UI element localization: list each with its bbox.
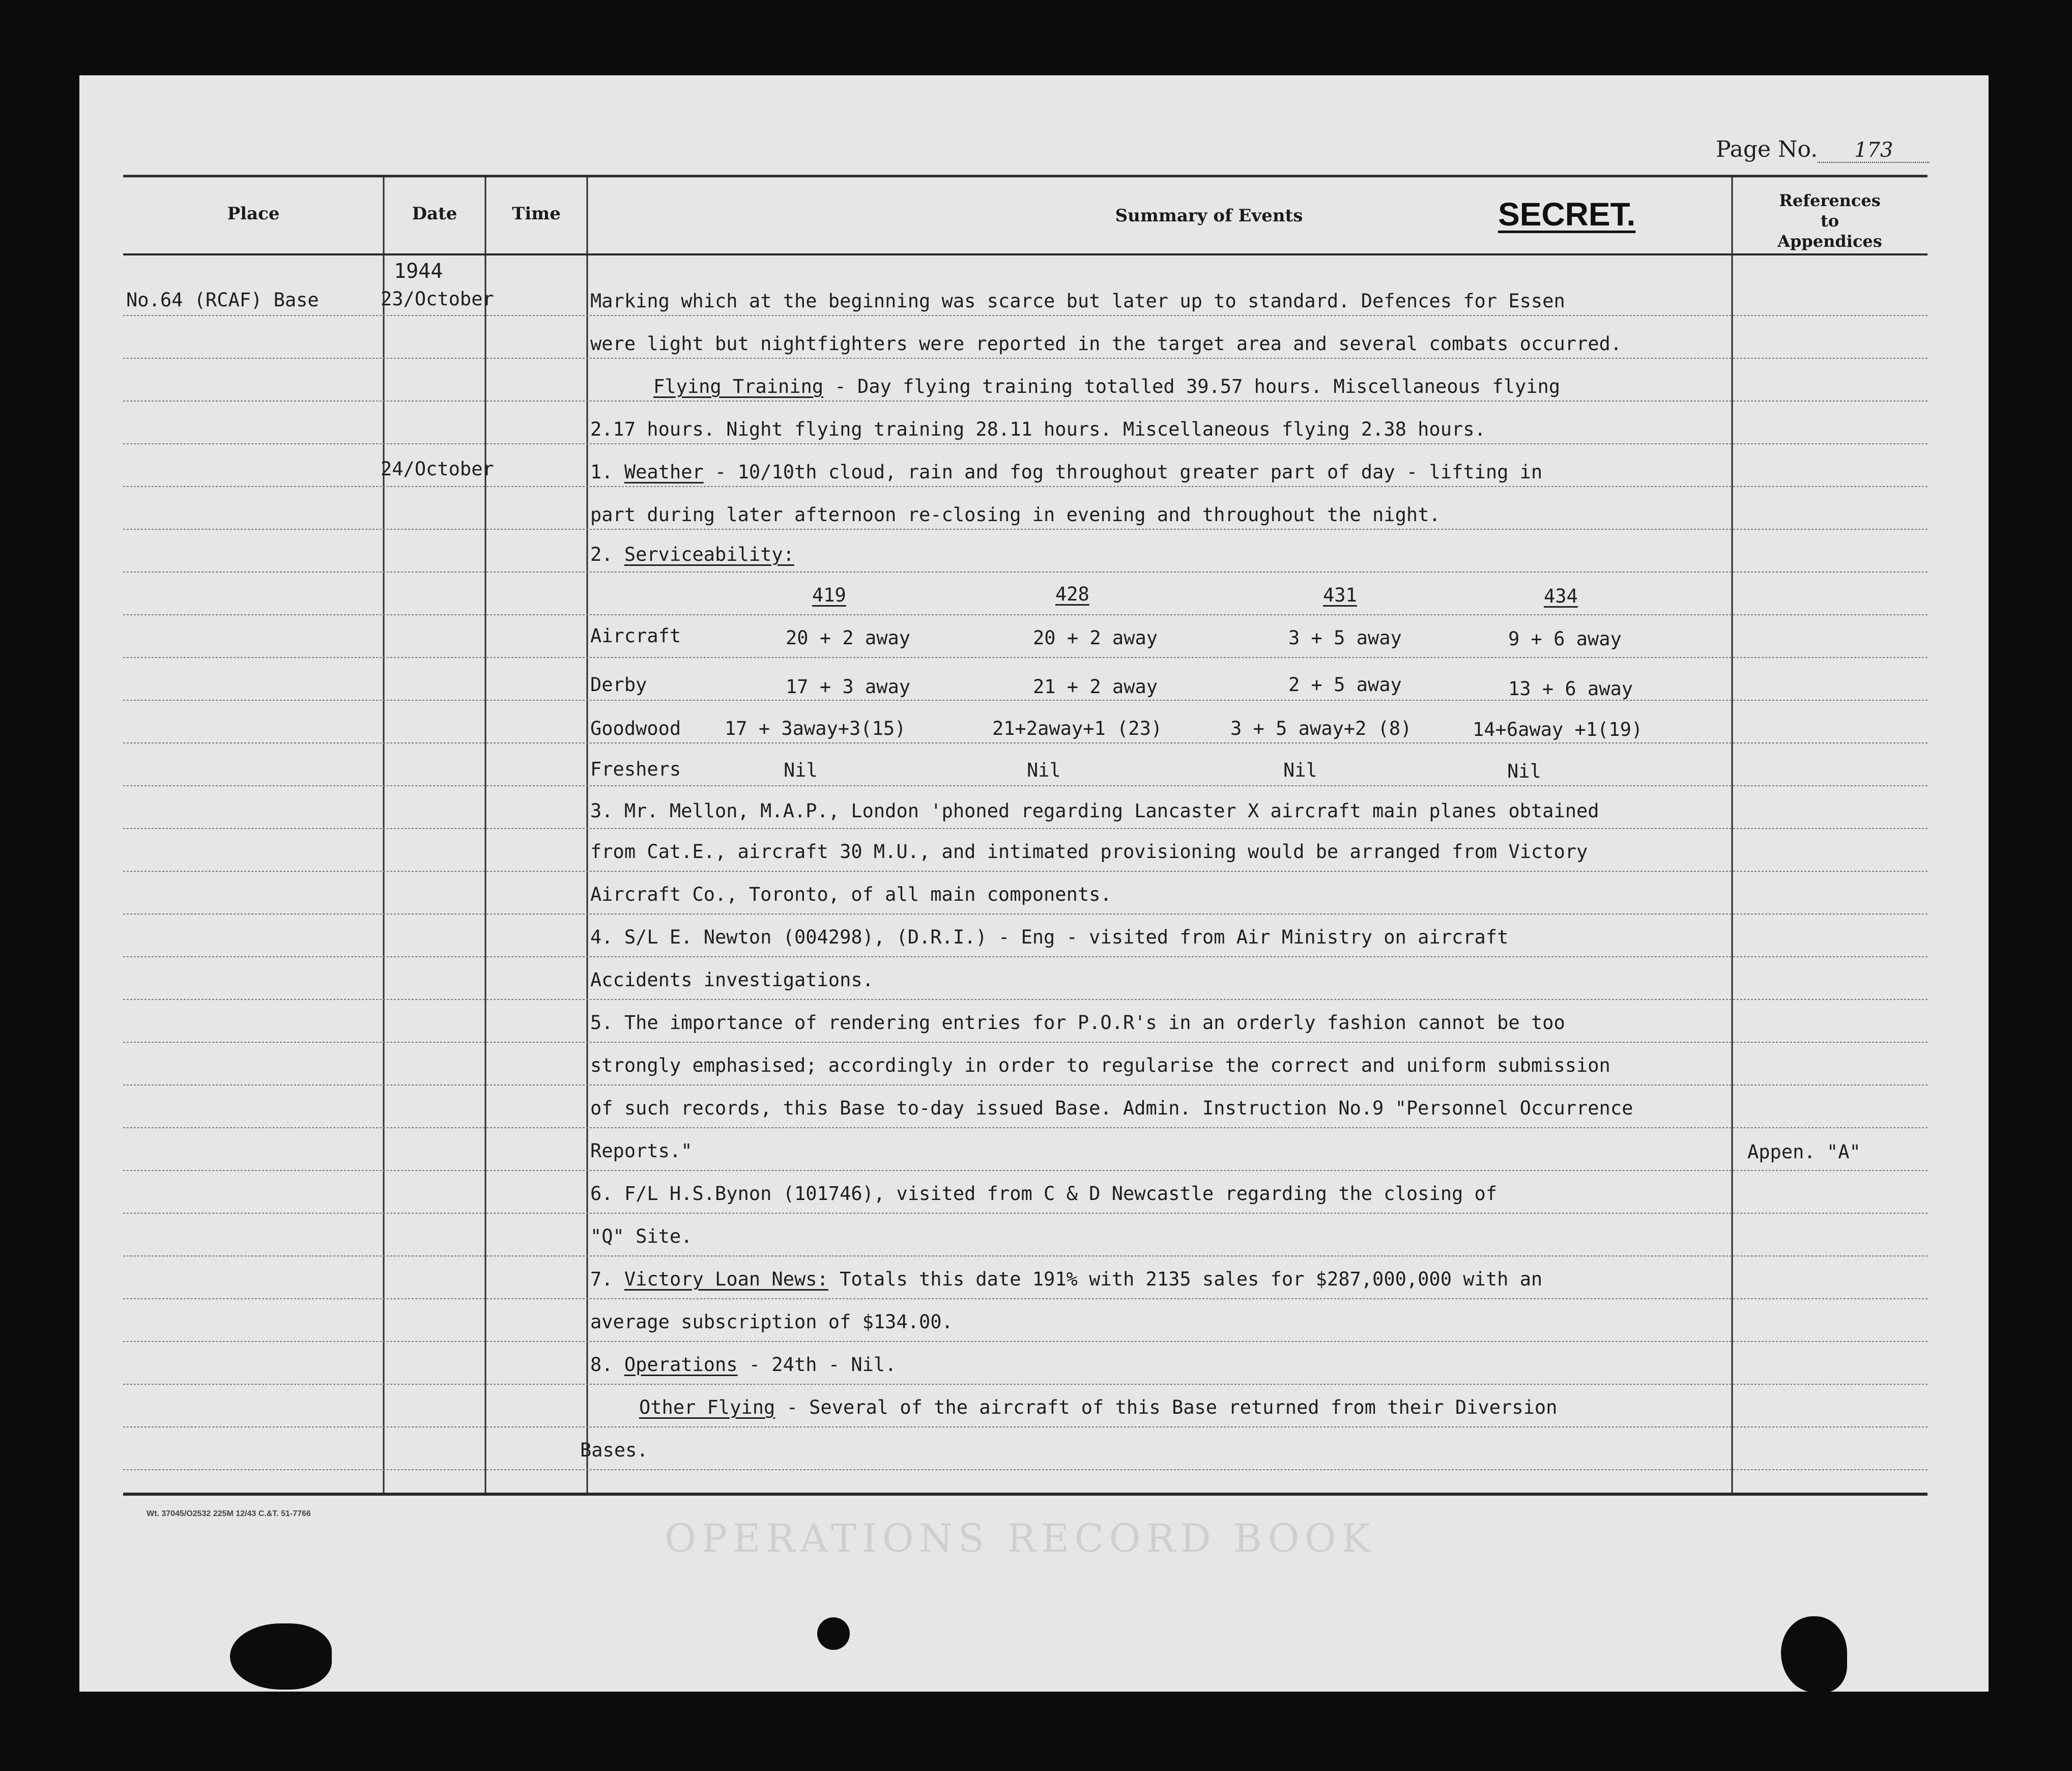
column-header-time: Time bbox=[512, 204, 561, 224]
service-cell: 20 + 2 away bbox=[1033, 627, 1158, 649]
summary-line: 3. Mr. Mellon, M.A.P., London 'phoned regarding Lancaster X aircraft main planes obtained bbox=[590, 800, 1599, 822]
form-code: Wt. 37045/O2532 225M 12/43 C.&T. 51-7766 bbox=[147, 1509, 311, 1518]
service-row-label: Goodwood bbox=[590, 718, 681, 739]
summary-line: 4. S/L E. Newton (004298), (D.R.I.) - Eng - visited from Air Ministry on aircraft bbox=[590, 926, 1509, 948]
summary-line: Reports." bbox=[590, 1140, 693, 1162]
column-header-references: References to Appendices bbox=[1777, 191, 1882, 251]
column-header-summary: Summary of Events bbox=[1115, 206, 1303, 226]
service-cell: Nil bbox=[1507, 760, 1541, 782]
place-entry: No.64 (RCAF) Base bbox=[126, 289, 319, 311]
summary-line-operations: 8. Operations - 24th - Nil. bbox=[590, 1354, 897, 1376]
punch-hole bbox=[1781, 1616, 1847, 1693]
bleed-through-title: OPERATIONS RECORD BOOK bbox=[665, 1516, 1375, 1561]
summary-line: Marking which at the beginning was scarce but later up to standard. Defences for Essen bbox=[590, 290, 1565, 312]
service-cell: 21+2away+1 (23) bbox=[992, 718, 1163, 739]
service-row-label: Derby bbox=[590, 674, 647, 696]
year-entry: 1944 bbox=[394, 260, 443, 283]
service-cell: 3 + 5 away bbox=[1288, 627, 1402, 649]
service-cell: Nil bbox=[784, 759, 818, 781]
squadron-419: 419 bbox=[812, 584, 846, 606]
record-sheet bbox=[79, 75, 1989, 1692]
squadron-434: 434 bbox=[1544, 585, 1578, 607]
page-number-label: Page No. 173 bbox=[1716, 136, 1930, 163]
summary-line-weather: 1. Weather - 10/10th cloud, rain and fog throughout greater part of day - lifting in bbox=[590, 461, 1543, 483]
squadron-431: 431 bbox=[1323, 584, 1357, 606]
summary-line-serviceability: 2. Serviceability: bbox=[590, 544, 794, 565]
summary-line: part during later afternoon re-closing in evening and throughout the night. bbox=[590, 504, 1441, 526]
summary-line: 5. The importance of rendering entries for P.O.R's in an orderly fashion cannot be too bbox=[590, 1012, 1565, 1034]
summary-line: Accidents investigations. bbox=[590, 969, 874, 991]
summary-line: from Cat.E., aircraft 30 M.U., and intimated provisioning would be arranged from Victory bbox=[590, 841, 1588, 863]
summary-line: Bases. bbox=[580, 1439, 648, 1461]
service-cell: Nil bbox=[1283, 759, 1317, 781]
summary-line: 6. F/L H.S.Bynon (101746), visited from C & D Newcastle regarding the closing of bbox=[590, 1183, 1498, 1205]
summary-line: average subscription of $134.00. bbox=[590, 1311, 953, 1333]
summary-line: were light but nightfighters were reported in the target area and several combats occurred. bbox=[590, 333, 1622, 355]
squadron-428: 428 bbox=[1055, 583, 1089, 605]
service-cell: 20 + 2 away bbox=[786, 627, 911, 649]
service-cell: 2 + 5 away bbox=[1288, 674, 1402, 696]
service-row-label: Freshers bbox=[590, 758, 681, 780]
service-cell: 9 + 6 away bbox=[1508, 628, 1622, 650]
service-cell: 17 + 3 away bbox=[786, 676, 911, 698]
punch-hole bbox=[817, 1617, 850, 1650]
column-header-place: Place bbox=[227, 204, 280, 224]
service-cell: Nil bbox=[1027, 759, 1061, 781]
summary-line-other-flying: Other Flying - Several of the aircraft of this Base returned from their Diversion bbox=[639, 1396, 1558, 1418]
service-cell: 17 + 3away+3(15) bbox=[725, 718, 906, 739]
secret-stamp: SECRET. bbox=[1498, 196, 1636, 233]
service-cell: 3 + 5 away+2 (8) bbox=[1230, 718, 1412, 739]
summary-line: "Q" Site. bbox=[590, 1225, 693, 1247]
summary-line: strongly emphasised; accordingly in order to regularise the correct and uniform submission bbox=[590, 1054, 1610, 1076]
summary-line-flying-training: Flying Training - Day flying training totalled 39.57 hours. Miscellaneous flying bbox=[653, 376, 1561, 397]
service-row-label: Aircraft bbox=[590, 625, 681, 647]
date-entry-23-october: 23/October bbox=[381, 288, 494, 310]
summary-line: of such records, this Base to-day issued Base. Admin. Instruction No.9 "Personnel Occurrence bbox=[590, 1097, 1633, 1119]
service-cell: 21 + 2 away bbox=[1033, 676, 1158, 698]
column-header-date: Date bbox=[412, 204, 457, 224]
date-entry-24-october: 24/October bbox=[381, 458, 494, 480]
summary-line-victory-loan: 7. Victory Loan News: Totals this date 191% with 2135 sales for $287,000,000 with an bbox=[590, 1268, 1543, 1290]
summary-line: 2.17 hours. Night flying training 28.11 hours. Miscellaneous flying 2.38 hours. bbox=[590, 418, 1486, 440]
punch-hole bbox=[230, 1623, 332, 1690]
service-cell: 13 + 6 away bbox=[1508, 678, 1633, 700]
page-number: 173 bbox=[1818, 138, 1930, 163]
summary-line: Aircraft Co., Toronto, of all main components. bbox=[590, 883, 1112, 905]
service-cell: 14+6away +1(19) bbox=[1473, 719, 1643, 740]
appendix-reference: Appen. "A" bbox=[1747, 1141, 1861, 1163]
